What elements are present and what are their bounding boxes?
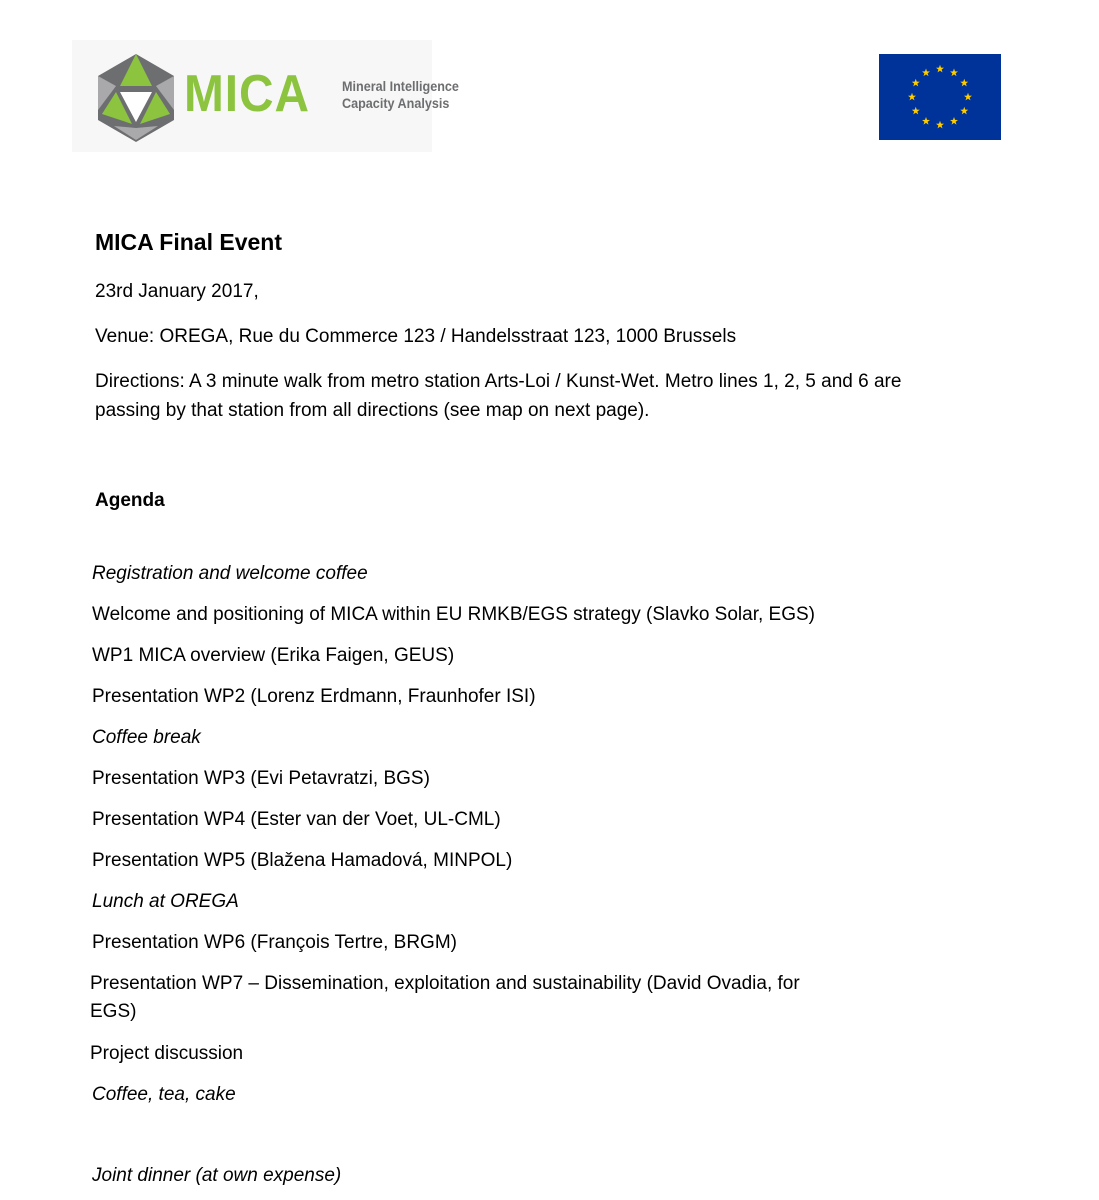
event-date: 23rd January 2017, bbox=[95, 281, 259, 302]
agenda-item: Presentation WP3 (Evi Petavratzi, BGS) bbox=[92, 768, 430, 789]
event-directions-line2: passing by that station from all directions (see map on next page). bbox=[95, 400, 650, 421]
event-venue: Venue: OREGA, Rue du Commerce 123 / Handelsstraat 123, 1000 Brussels bbox=[95, 326, 737, 347]
agenda-item-continuation: EGS) bbox=[90, 1001, 137, 1022]
event-directions-line1: Directions: A 3 minute walk from metro station Arts-Loi / Kunst-Wet. Metro lines 1, 2, 5 and 6 are bbox=[95, 371, 902, 392]
agenda-item: Registration and welcome coffee bbox=[92, 563, 368, 584]
agenda-item: Presentation WP6 (François Tertre, BRGM) bbox=[92, 932, 457, 953]
agenda-item: WP1 MICA overview (Erika Faigen, GEUS) bbox=[92, 645, 455, 666]
agenda-heading: Agenda bbox=[95, 490, 165, 511]
agenda-item: Joint dinner (at own expense) bbox=[92, 1165, 342, 1186]
agenda-item: Coffee break bbox=[92, 727, 201, 748]
logo-tagline-line2: Capacity Analysis bbox=[342, 95, 450, 111]
logo-wordmark: MICA bbox=[184, 65, 310, 123]
agenda-item: Coffee, tea, cake bbox=[92, 1084, 236, 1105]
mica-logo bbox=[72, 40, 459, 152]
agenda-item: Project discussion bbox=[90, 1043, 244, 1064]
agenda-item: Presentation WP5 (Blažena Hamadová, MINPOL) bbox=[92, 850, 513, 871]
logo-tagline-line1: Mineral Intelligence bbox=[342, 78, 459, 94]
event-title: MICA Final Event bbox=[95, 229, 282, 255]
agenda-item: Presentation WP2 (Lorenz Erdmann, Fraunhofer ISI) bbox=[92, 686, 536, 707]
agenda-item: Lunch at OREGA bbox=[92, 891, 239, 912]
agenda-item: Presentation WP7 – Dissemination, exploitation and sustainability (David Ovadia, for bbox=[90, 973, 800, 994]
eu-flag-icon bbox=[879, 54, 1001, 140]
agenda-item: Welcome and positioning of MICA within EU RMKB/EGS strategy (Slavko Solar, EGS) bbox=[92, 604, 815, 625]
mica-polyhedron-icon bbox=[94, 52, 178, 144]
agenda-item: Presentation WP4 (Ester van der Voet, UL-CML) bbox=[92, 809, 501, 830]
